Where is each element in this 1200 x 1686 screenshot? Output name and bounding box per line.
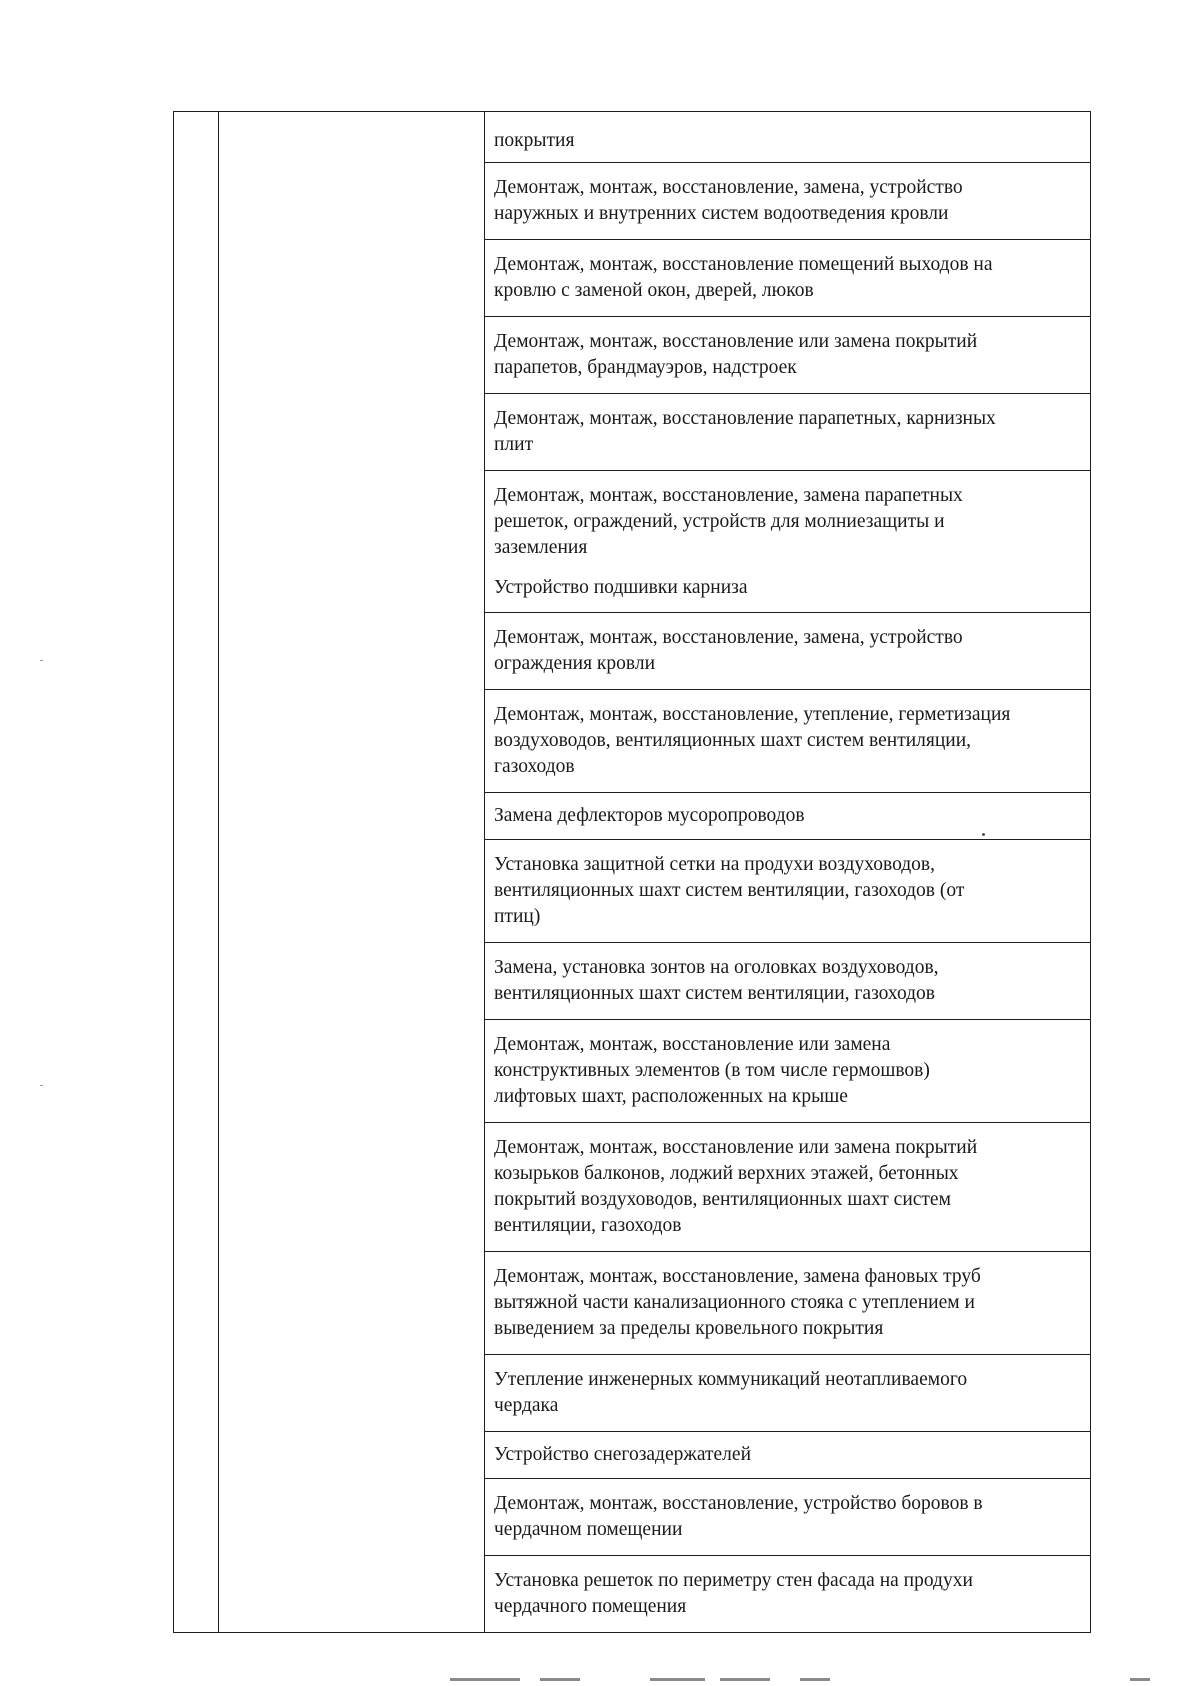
work-item: Демонтаж, монтаж, восстановление, утепление, герметизация воздуховодов, вентиляционных шахт систем вентиляции, газоходов: [485, 689, 1090, 792]
scan-mark: [40, 1085, 43, 1086]
work-item: Демонтаж, монтаж, восстановление, устройство боровов в чердачном помещении: [485, 1478, 1090, 1555]
work-item: Демонтаж, монтаж, восстановление, замена, устройство наружных и внутренних систем водоотведения кровли: [485, 162, 1090, 239]
scan-speck: [982, 833, 985, 836]
work-item: Демонтаж, монтаж, восстановление помещений выходов на кровлю с заменой окон, дверей, люков: [485, 239, 1090, 316]
table-row: [174, 112, 1091, 1633]
scan-edge-mark: [450, 1678, 520, 1681]
works-table: [173, 111, 1091, 1633]
work-item: Демонтаж, монтаж, восстановление или замена покрытий козырьков балконов, лоджий верхних этажей, бетонных покрытий воздуховодов, вентиляционных шахт систем вентиляции, газоходов: [485, 1122, 1090, 1251]
work-item: Замена, установка зонтов на оголовках воздуховодов, вентиляционных шахт систем вентиляции, газоходов: [485, 942, 1090, 1019]
scan-mark: [40, 660, 43, 661]
work-item: Демонтаж, монтаж, восстановление или замена конструктивных элементов (в том числе гермошвов) лифтовых шахт, расположенных на крыше: [485, 1019, 1090, 1122]
work-list: [485, 112, 1090, 1632]
work-item: Демонтаж, монтаж, восстановление, замена фановых труб вытяжной части канализационного стояка с утеплением и выведением за пределы кровельного покрытия: [485, 1251, 1090, 1354]
scan-edge-mark: [800, 1678, 830, 1681]
work-item: Устройство подшивки карниза: [494, 577, 748, 598]
work-item: покрытия: [494, 130, 575, 151]
work-item: Демонтаж, монтаж, восстановление, замена парапетных решеток, ограждений, устройств для молниезащиты и заземления: [485, 470, 1090, 573]
work-types-cell: [485, 112, 1091, 1633]
scan-edge-mark: [1130, 1678, 1150, 1681]
work-item: Демонтаж, монтаж, восстановление, замена, устройство ограждения кровли: [485, 612, 1090, 689]
work-item: Установка защитной сетки на продухи воздуховодов, вентиляционных шахт систем вентиляции, газоходов (от птиц): [485, 839, 1090, 942]
scan-edge-mark: [650, 1678, 705, 1681]
work-item: Замена дефлекторов мусоропроводов: [485, 792, 1090, 839]
work-item: Установка решеток по периметру стен фасада на продухи чердачного помещения: [485, 1555, 1090, 1632]
work-item: Утепление инженерных коммуникаций неотапливаемого чердака: [485, 1354, 1090, 1431]
work-item: Демонтаж, монтаж, восстановление парапетных, карнизных плит: [485, 393, 1090, 470]
element-name-cell: [219, 112, 485, 1633]
work-item: Устройство снегозадержателей: [485, 1431, 1090, 1478]
number-cell: [174, 112, 219, 1633]
scan-edge-mark: [540, 1678, 580, 1681]
work-item: Демонтаж, монтаж, восстановление или замена покрытий парапетов, брандмауэров, надстроек: [485, 316, 1090, 393]
scan-edge-mark: [720, 1678, 770, 1681]
